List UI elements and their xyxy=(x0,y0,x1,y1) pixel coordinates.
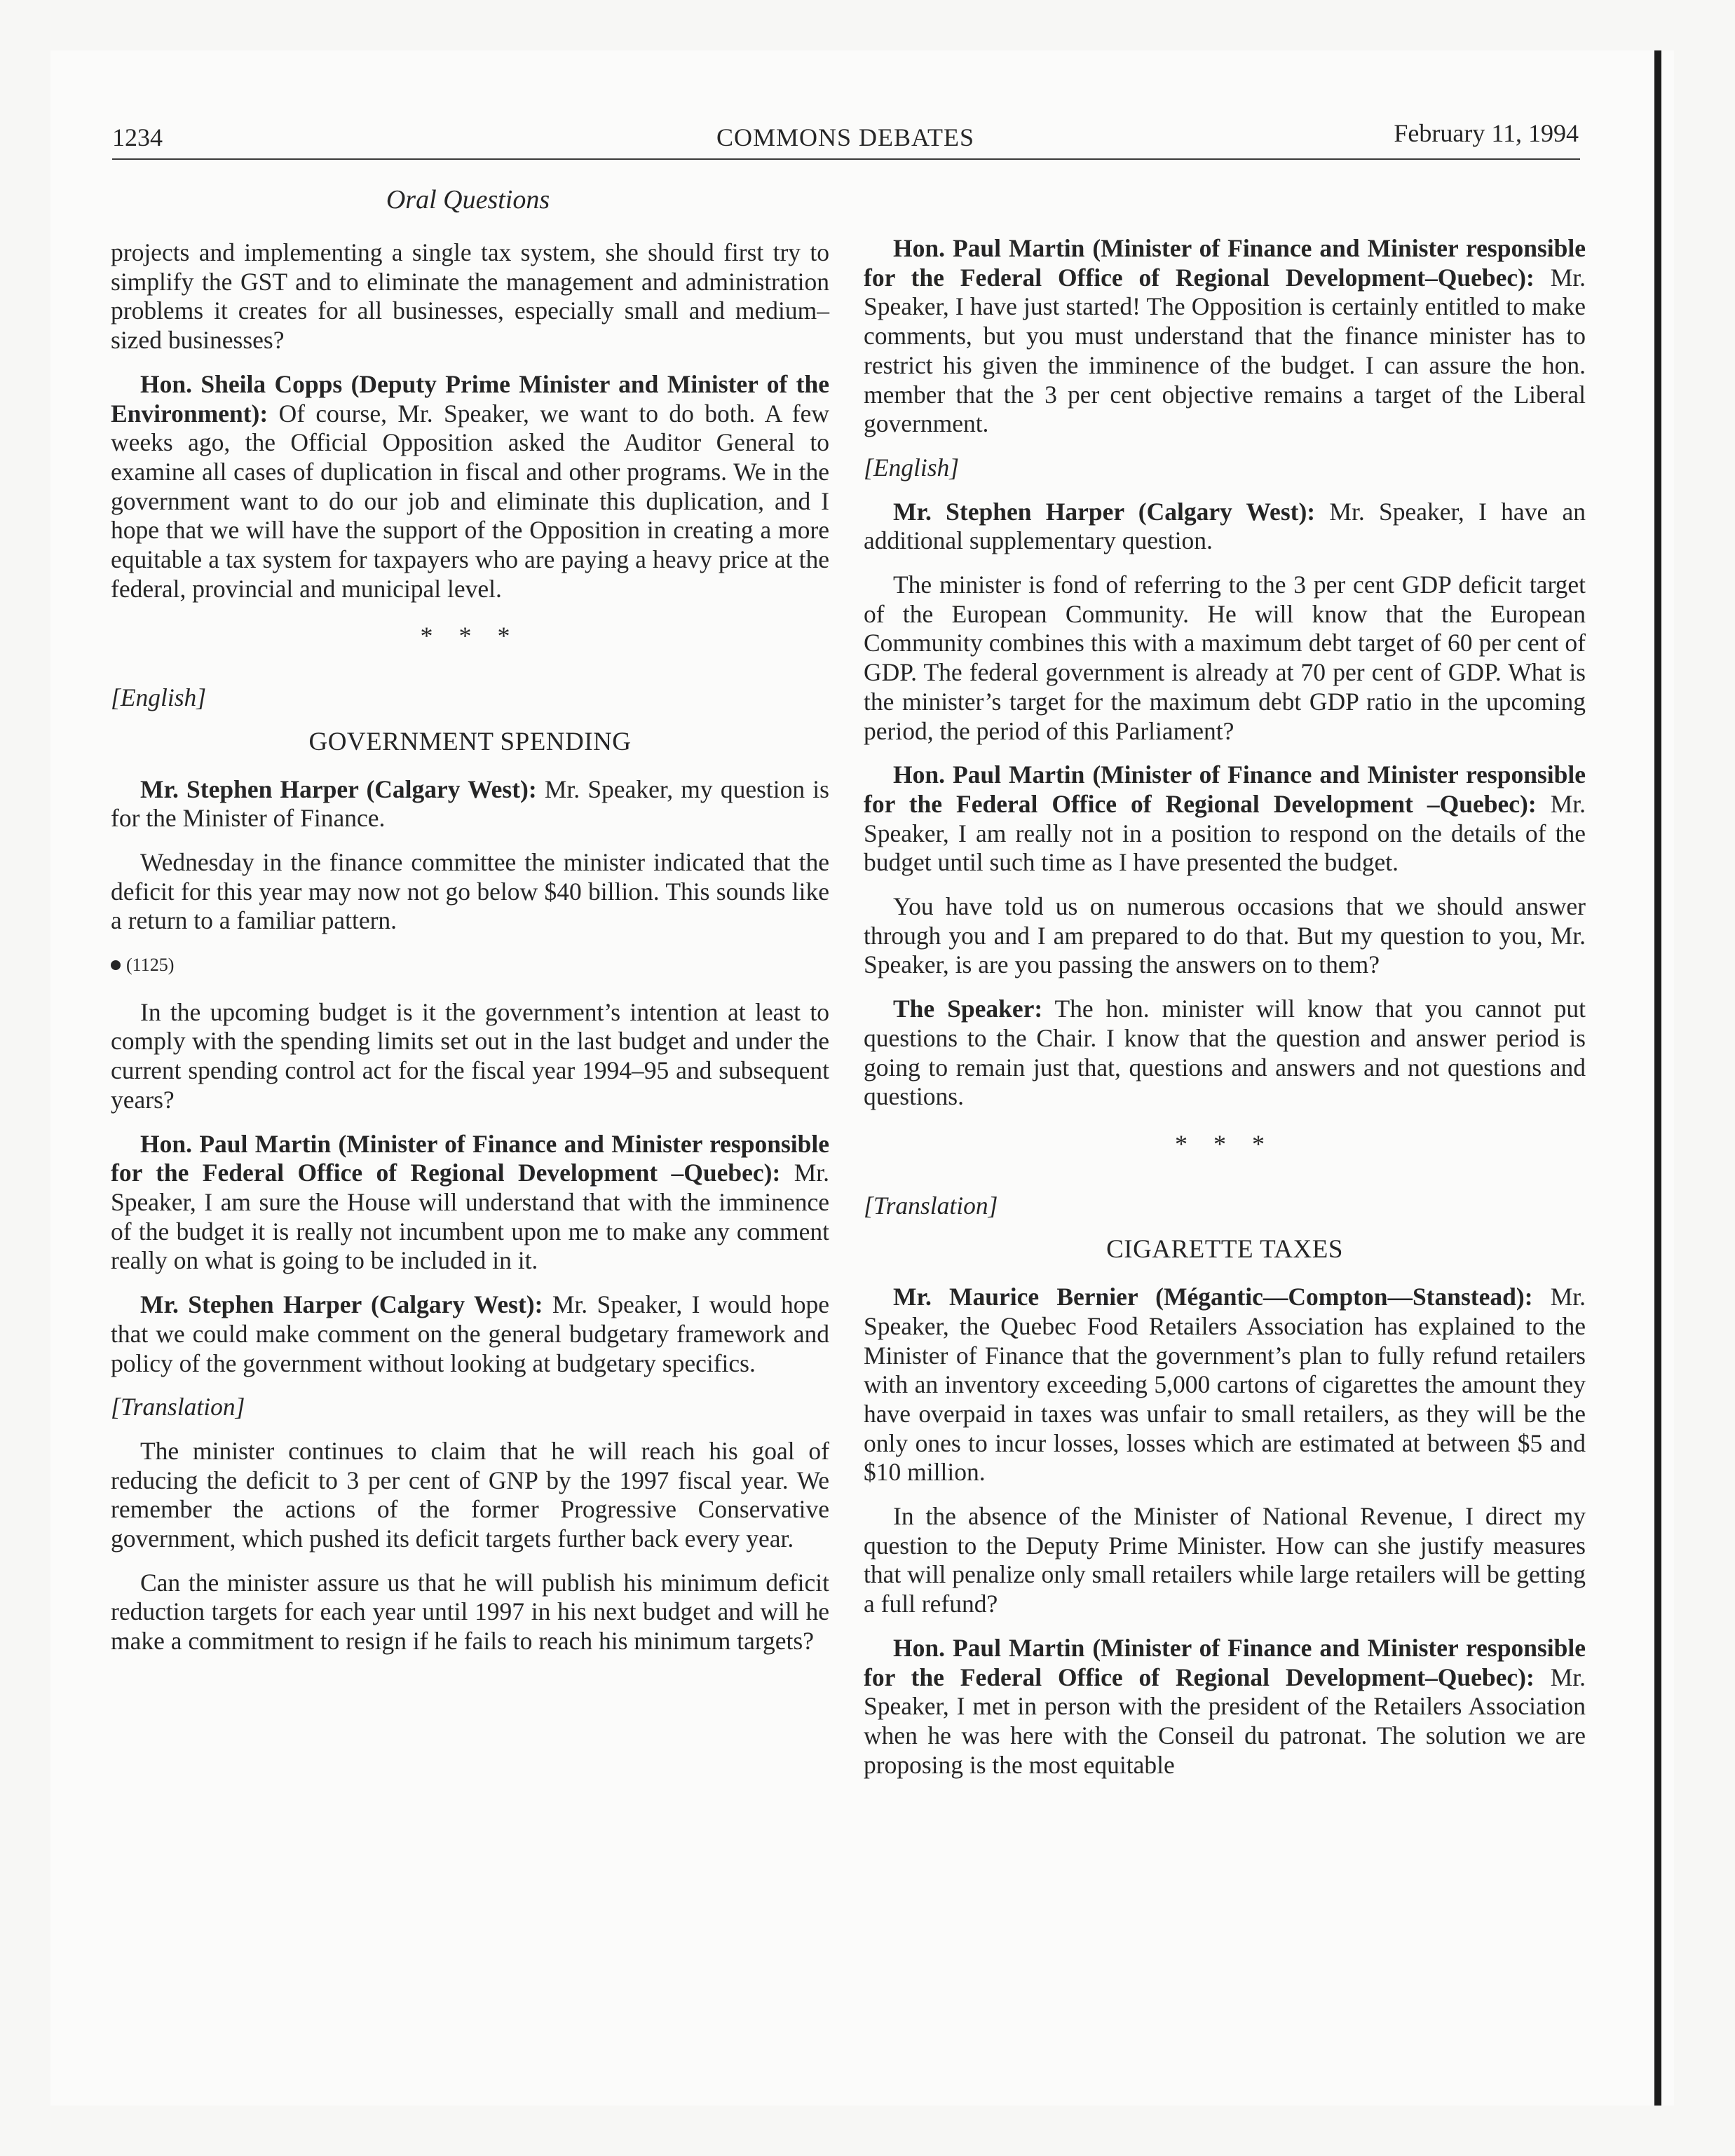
language-tag: [Translation] xyxy=(111,1393,245,1421)
paragraph xyxy=(864,995,1586,1112)
speaker-name: Mr. Maurice Bernier (Mégantic—Compton—Stanstead): xyxy=(893,1283,1533,1311)
paragraph xyxy=(111,1130,829,1276)
language-tag: [English] xyxy=(864,453,960,482)
paragraph: The minister is fond of referring to the 3 per cent GDP deficit target of the European Community. He will know that the European Community combines this with a maximum debt target of 60 per cent of GDP. The federal government is already at 70 per cent of GDP. What is the minister’s target for the maximum debt GDP ratio in the upcoming period, the period of this Parliament? xyxy=(864,571,1586,745)
paragraph: In the absence of the Minister of National Revenue, I direct my question to the Deputy Prime Minister. How can she justify measures that will penalize only small retailers while large retailers will be getting a full refund? xyxy=(864,1502,1586,1618)
timestamp-text: (1125) xyxy=(126,955,175,976)
speech-text: Of course, Mr. Speaker, we want to do both. A few weeks ago, the Official Opposition asked the Auditor General to examine all cases of duplication in fiscal and other programs. We in the government want to do our job and eliminate this duplication, and I hope that we will have the support of the Opposition in creating a more equitable a tax system for taxpayers who are paying a heavy price at the federal, provincial and municipal level. xyxy=(111,399,829,603)
speech-text: The hon. minister will know that you cannot put questions to the Chair. I know that the question and answer period is going to remain just that, questions and answers and not questions and questions. xyxy=(864,995,1586,1111)
header-rule xyxy=(112,158,1580,160)
speech-text: Mr. Speaker, I am sure the House will understand that with the imminence of the budget it is really not incumbent upon me to make any comment really on what is going to be included in it. xyxy=(111,1159,829,1275)
speech-text: Mr. Speaker, my question is for the Minister of Finance. xyxy=(111,775,829,833)
subject-heading: GOVERNMENT SPENDING xyxy=(308,727,632,756)
timestamp xyxy=(111,950,829,980)
paragraph xyxy=(864,234,1586,439)
paragraph xyxy=(864,760,1586,878)
paragraph xyxy=(111,370,829,604)
speaker-name: Mr. Stephen Harper (Calgary West): xyxy=(140,1290,543,1319)
paragraph: Wednesday in the finance committee the minister indicated that the deficit for this year may now not go below $40 billion. This sounds like a return to a familiar pattern. xyxy=(111,847,829,935)
issue-date: February 11, 1994 xyxy=(1394,119,1579,147)
speaker-name: The Speaker: xyxy=(893,995,1043,1023)
speaker-name: Hon. Paul Martin (Minister of Finance and Minister responsible for the Federal Office of Regional Development–Quebec): xyxy=(864,1633,1586,1691)
speech-text: Mr. Speaker, I have just started! The Opposition is certainly entitled to make comments, but you must understand that the finance minister has to restrict his given the imminence of the budget. I can assure the hon. member that the 3 per cent objective remains a target of the Liberal government. xyxy=(864,263,1586,438)
right-column xyxy=(864,234,1586,1794)
left-column xyxy=(111,238,829,1671)
speech-text: Mr. Speaker, I have an additional supplementary question. xyxy=(864,497,1586,555)
paragraph xyxy=(864,1283,1586,1487)
section-separator: * * * xyxy=(420,622,520,650)
speaker-name: Hon. Paul Martin (Minister of Finance and Minister responsible for the Federal Office of Regional Development –Quebec): xyxy=(111,1129,829,1187)
paragraph xyxy=(111,775,829,833)
subject-heading: CIGARETTE TAXES xyxy=(1106,1235,1343,1264)
speaker-name: Hon. Paul Martin (Minister of Finance and Minister responsible for the Federal Office of Regional Development–Quebec): xyxy=(864,234,1586,292)
speaker-name: Hon. Paul Martin (Minister of Finance and Minister responsible for the Federal Office of Regional Development –Quebec): xyxy=(864,760,1586,818)
speaker-name: Mr. Stephen Harper (Calgary West): xyxy=(140,775,537,803)
publication-title: COMMONS DEBATES xyxy=(716,123,975,151)
section-title: Oral Questions xyxy=(386,185,550,214)
paragraph: In the upcoming budget is it the government’s intention at least to comply with the spending limits set out in the last budget and under the current spending control act for the fiscal year 1994–95 and subsequent years? xyxy=(111,997,829,1114)
running-header xyxy=(112,118,1579,157)
paragraph xyxy=(111,1290,829,1378)
language-tag: [English] xyxy=(111,683,207,712)
speech-text: Mr. Speaker, I would hope that we could make comment on the general budgetary framework and policy of the government without looking at budgetary specifics. xyxy=(111,1290,829,1377)
page-edge-bar xyxy=(1654,50,1661,2106)
page-number: 1234 xyxy=(112,123,163,151)
paragraph xyxy=(864,498,1586,556)
speaker-name: Mr. Stephen Harper (Calgary West): xyxy=(893,497,1316,526)
paragraph: projects and implementing a single tax system, she should first try to simplify the GST and to eliminate the management and administration problems it creates for all businesses, especially small and medium–sized businesses? xyxy=(111,238,829,355)
paragraph xyxy=(864,1634,1586,1780)
speaker-name: Hon. Sheila Copps (Deputy Prime Minister and Minister of the Environment): xyxy=(111,369,829,428)
speech-text: Mr. Speaker, the Quebec Food Retailers Association has explained to the Minister of Finance that the government’s plan to fully refund retailers with an inventory exceeding 5,000 cartons of cigarettes the amount they have overpaid in taxes was unfair to small retailers, as they will be the only ones to incur losses, losses which are estimated at between $5 and $10 million. xyxy=(864,1283,1586,1487)
paragraph: Can the minister assure us that he will publish his minimum deficit reduction targets for each year until 1997 in his next budget and will he make a commitment to resign if he fails to reach his minimum targets? xyxy=(111,1568,829,1656)
language-tag: [Translation] xyxy=(864,1191,998,1220)
speech-text: Mr. Speaker, I met in person with the president of the Retailers Association when he was here with the Conseil du patronat. The solution we are proposing is the most equitable xyxy=(864,1663,1586,1779)
section-separator: * * * xyxy=(1175,1129,1274,1158)
paragraph: The minister continues to claim that he will reach his goal of reducing the deficit to 3 per cent of GNP by the 1997 fiscal year. We remember the actions of the former Progressive Conservative government, which pushed its deficit targets further back every year. xyxy=(111,1436,829,1553)
speech-text: Mr. Speaker, I am really not in a position to respond on the details of the budget until such time as I have presented the budget. xyxy=(864,789,1586,877)
paragraph: You have told us on numerous occasions that we should answer through you and I am prepared to do that. But my question to you, Mr. Speaker, is are you passing the answers on to them? xyxy=(864,892,1586,979)
bullet-icon xyxy=(111,960,121,970)
